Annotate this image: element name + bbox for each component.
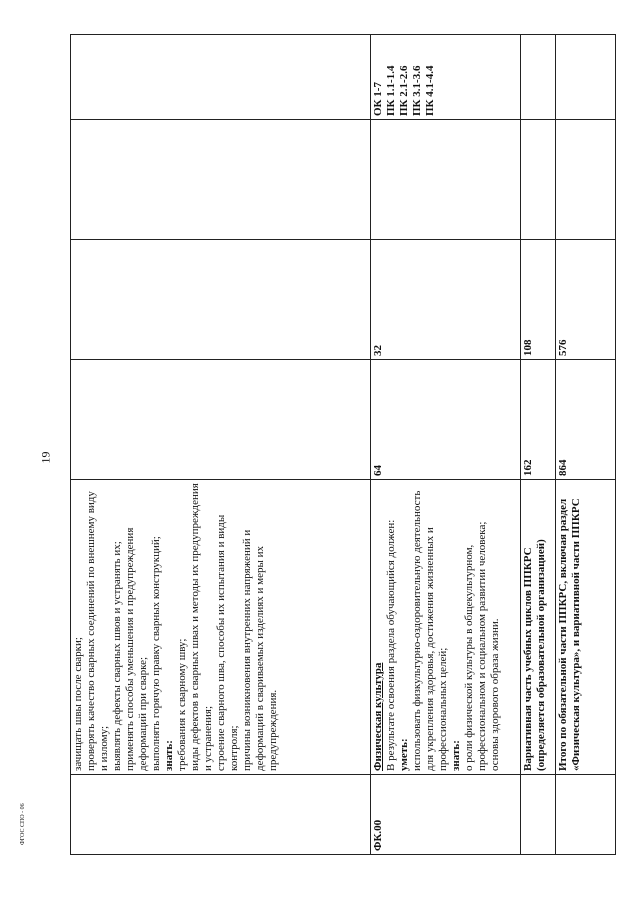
section-title: Вариативная часть учебных циклов ППКРС (определяется образовательной организацией) <box>522 539 547 771</box>
competences-cell <box>556 35 616 120</box>
section-title: Физическая культура <box>372 662 384 771</box>
discipline-cell <box>556 120 616 240</box>
text-line: требования к сварному шву; <box>176 638 188 771</box>
class-hours-cell <box>71 240 371 360</box>
text-line: В результате освоения раздела обучающийся должен: <box>385 519 397 771</box>
text-line: виды дефектов в сварных швах и методы их предупреждения и устранения; <box>189 483 214 771</box>
table-row <box>521 35 556 855</box>
section-label: знать: <box>163 740 175 771</box>
table-row <box>371 35 521 855</box>
max-hours-cell: 162 <box>521 360 556 480</box>
table-row <box>556 35 616 855</box>
table-area <box>70 0 615 860</box>
class-hours-cell: 576 <box>556 240 616 360</box>
content-cell <box>521 480 556 775</box>
class-hours-cell: 32 <box>371 240 521 360</box>
text-line: причины возникновения внутренних напряжений и деформаций в свариваемых изделиях и меры их предупреждения. <box>241 529 279 771</box>
index-cell <box>556 775 616 855</box>
section-title: Итого по обязательной части ППКРС, включая раздел «Физическая культура», и вариативной части ППКРС <box>557 498 582 771</box>
curriculum-table <box>70 35 615 855</box>
max-hours-cell: 864 <box>556 360 616 480</box>
content-cell <box>556 480 616 775</box>
text-line: строение сварного шва, способы их испытания и виды контроля; <box>215 514 240 771</box>
text-line: зачищать швы после сварки; <box>72 637 84 771</box>
competences-cell <box>521 35 556 120</box>
content-cell <box>371 480 521 775</box>
page-number: 19 <box>38 451 53 464</box>
competences-cell: ОК 1-7 ПК 1.1-1.4 ПК 2.1-2.6 ПК 3.1-3.6 ПК 4.1-4.4 <box>371 35 521 120</box>
content-cell <box>71 480 371 775</box>
text-line: основы здорового образа жизни. <box>489 618 501 771</box>
text-line: о роли физической культуры в общекультурном, профессиональном и социальном развитии человека; <box>463 521 488 771</box>
max-hours-cell <box>71 360 371 480</box>
text-line: применять способы уменьшения и предупреждения деформаций при сварке; <box>124 527 149 771</box>
text-line: выявлять дефекты сварных швов и устранять их; <box>111 541 123 771</box>
section-label: уметь: <box>398 738 410 771</box>
discipline-cell <box>521 120 556 240</box>
discipline-cell <box>371 120 521 240</box>
competences-cell <box>71 35 371 120</box>
index-cell <box>521 775 556 855</box>
discipline-cell <box>71 120 371 240</box>
text-line: выполнять горячую правку сварных конструкций; <box>150 536 162 771</box>
text-line: использовать физкультурно-оздоровительную деятельность для укрепления здоровья, достижения жизненных и профессиональных целей; <box>411 490 449 771</box>
section-label: знать: <box>450 740 462 771</box>
max-hours-cell: 64 <box>371 360 521 480</box>
index-cell <box>71 775 371 855</box>
table-row <box>71 35 371 855</box>
text-line: проверять качество сварных соединений по внешнему виду и излому; <box>85 491 110 771</box>
footer-code: ФГОС СПО - 06 <box>20 803 26 845</box>
index-cell: ФК.00 <box>371 775 521 855</box>
class-hours-cell: 108 <box>521 240 556 360</box>
